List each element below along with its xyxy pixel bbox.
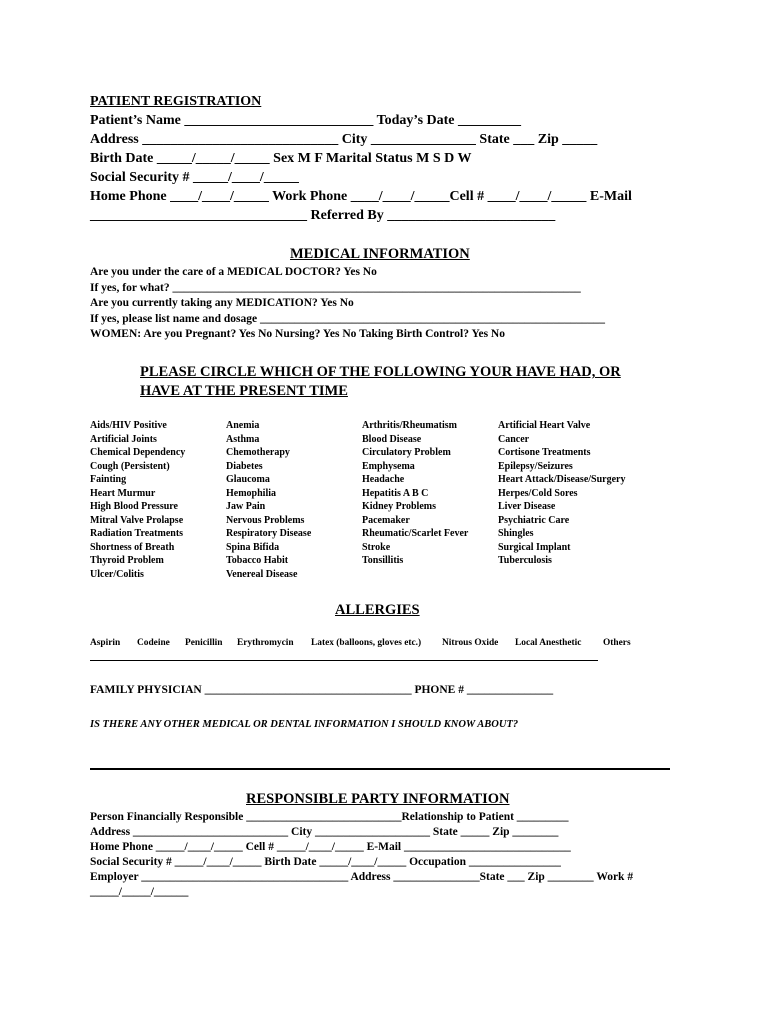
rp-address-line[interactable]: Address ___________________________ City ____________________ State _____ Zip ________ — [90, 826, 559, 838]
condition-item[interactable]: Blood Disease — [362, 433, 422, 445]
conditions-column-3 — [362, 419, 468, 568]
allergy-codeine[interactable]: Codeine — [137, 638, 170, 648]
condition-item[interactable]: Surgical Implant — [498, 541, 571, 553]
condition-item[interactable]: Fainting — [90, 474, 127, 485]
condition-item[interactable]: Emphysema — [362, 460, 415, 472]
condition-item[interactable]: Mitral Valve Prolapse — [90, 514, 184, 526]
condition-item[interactable]: Shingles — [498, 528, 534, 539]
conditions-column-2 — [226, 419, 311, 581]
allergy-aspirin[interactable]: Aspirin — [90, 638, 121, 648]
condition-item[interactable]: Heart Murmur — [90, 487, 156, 499]
allergy-penicillin[interactable]: Penicillin — [185, 638, 223, 648]
allergies-heading: ALLERGIES — [335, 602, 420, 618]
condition-item[interactable]: Artificial Joints — [90, 433, 157, 445]
condition-item[interactable]: Rheumatic/Scarlet Fever — [362, 528, 469, 539]
condition-item[interactable]: Jaw Pain — [226, 501, 266, 512]
condition-item[interactable]: Headache — [362, 474, 405, 485]
condition-item[interactable]: Hemophilia — [226, 487, 277, 499]
condition-item[interactable]: Cortisone Treatments — [498, 447, 591, 458]
condition-item[interactable]: Anemia — [226, 420, 260, 431]
medication-dosage-line[interactable]: If yes, please list name and dosage ____________________________________________________________ — [90, 313, 605, 325]
condition-item[interactable]: Stroke — [362, 541, 391, 553]
allergy-erythromycin[interactable]: Erythromycin — [237, 638, 294, 648]
condition-item[interactable]: Diabetes — [226, 460, 263, 472]
responsible-party-heading: RESPONSIBLE PARTY INFORMATION — [246, 791, 510, 807]
condition-item[interactable]: Epilepsy/Seizures — [498, 460, 573, 472]
care-for-what-line[interactable]: If yes, for what? _______________________________________________________________________ — [90, 282, 581, 294]
condition-item[interactable]: Spina Bifida — [226, 541, 280, 553]
rp-phone-line[interactable]: Home Phone _____/____/_____ Cell # _____/____/_____ E-Mail _____________________________ — [90, 841, 571, 853]
allergy-latex[interactable]: Latex (balloons, gloves etc.) — [311, 638, 422, 648]
allergy-local-anesthetic[interactable]: Local Anesthetic — [515, 638, 582, 648]
condition-item[interactable]: Ulcer/Colitis — [90, 568, 144, 580]
condition-item[interactable]: Tobacco Habit — [226, 555, 289, 566]
condition-item[interactable]: Herpes/Cold Sores — [498, 487, 578, 499]
referred-by-line[interactable]: _______________________________ Referred By ________________________ — [90, 208, 556, 223]
condition-item[interactable]: Circulatory Problem — [362, 447, 451, 458]
rp-work-phone-line[interactable]: _____/_____/______ — [90, 886, 189, 898]
medical-info-heading: MEDICAL INFORMATION — [290, 246, 470, 262]
conditions-heading-line1: PLEASE CIRCLE WHICH OF THE FOLLOWING YOUR HAVE HAD, OR — [140, 364, 621, 380]
medication-question[interactable]: Are you currently taking any MEDICATION? Yes No — [90, 297, 354, 309]
address-line[interactable]: Address ____________________________ City _______________ State ___ Zip _____ — [90, 132, 598, 147]
condition-item[interactable]: High Blood Pressure — [90, 501, 178, 512]
conditions-column-4 — [498, 419, 625, 568]
women-questions-line[interactable]: WOMEN: Are you Pregnant? Yes No Nursing? Yes No Taking Birth Control? Yes No — [90, 328, 505, 340]
condition-item[interactable]: Respiratory Disease — [226, 528, 312, 539]
condition-item[interactable]: Nervous Problems — [226, 514, 305, 526]
condition-item[interactable]: Venereal Disease — [226, 568, 298, 580]
condition-item[interactable]: Kidney Problems — [362, 501, 436, 512]
condition-item[interactable]: Pacemaker — [362, 514, 410, 526]
condition-item[interactable]: Thyroid Problem — [90, 555, 164, 566]
condition-item[interactable]: Cancer — [498, 433, 530, 445]
family-physician-line[interactable]: FAMILY PHYSICIAN ____________________________________ PHONE # _______________ — [90, 684, 554, 696]
medical-doctor-question[interactable]: Are you under the care of a MEDICAL DOCTOR? Yes No — [90, 266, 377, 278]
condition-item[interactable]: Tuberculosis — [498, 555, 552, 566]
condition-item[interactable]: Artificial Heart Valve — [498, 420, 591, 431]
condition-item[interactable]: Heart Attack/Disease/Surgery — [498, 474, 626, 485]
condition-item[interactable]: Tonsillitis — [362, 555, 404, 566]
condition-item[interactable]: Cough (Persistent) — [90, 460, 170, 472]
social-security-line[interactable]: Social Security # _____/____/_____ — [90, 170, 299, 185]
rp-ssn-line[interactable]: Social Security # _____/____/_____ Birth Date _____/____/_____ Occupation ________________ — [90, 856, 561, 868]
allergy-others[interactable]: Others — [603, 638, 631, 648]
financially-responsible-line[interactable]: Person Financially Responsible ___________________________Relationship to Patient _________ — [90, 811, 569, 823]
condition-item[interactable]: Chemotherapy — [226, 447, 290, 458]
condition-item[interactable]: Psychiatric Care — [498, 514, 570, 526]
condition-item[interactable]: Arthritis/Rheumatism — [362, 420, 457, 431]
condition-item[interactable]: Asthma — [226, 433, 260, 445]
condition-item[interactable]: Hepatitis A B C — [362, 487, 429, 499]
birth-date-line[interactable]: Birth Date _____/_____/_____ Sex M F Marital Status M S D W — [90, 151, 472, 166]
conditions-heading-line2: HAVE AT THE PRESENT TIME — [140, 383, 348, 399]
phone-line[interactable]: Home Phone ____/____/_____ Work Phone ____/____/_____Cell # ____/____/_____ E-Mail — [90, 189, 632, 204]
condition-item[interactable]: Glaucoma — [226, 474, 270, 485]
allergy-nitrous-oxide[interactable]: Nitrous Oxide — [442, 638, 499, 648]
form-title: PATIENT REGISTRATION — [90, 94, 262, 109]
condition-item[interactable]: Radiation Treatments — [90, 528, 184, 539]
other-info-fill-line[interactable] — [90, 768, 670, 770]
condition-item[interactable]: Chemical Dependency — [90, 447, 186, 458]
condition-item[interactable]: Shortness of Breath — [90, 541, 175, 553]
condition-item[interactable]: Liver Disease — [498, 501, 556, 512]
allergies-fill-line[interactable] — [90, 660, 598, 661]
other-info-question: IS THERE ANY OTHER MEDICAL OR DENTAL INFORMATION I SHOULD KNOW ABOUT? — [90, 719, 519, 730]
conditions-column-1 — [90, 419, 185, 581]
rp-employer-line[interactable]: Employer ____________________________________ Address _______________State ___ Zip ________ Work # — [90, 871, 634, 883]
patient-name-line[interactable]: Patient’s Name ___________________________ Today’s Date _________ — [90, 113, 522, 128]
condition-item[interactable]: Aids/HIV Positive — [90, 420, 167, 431]
